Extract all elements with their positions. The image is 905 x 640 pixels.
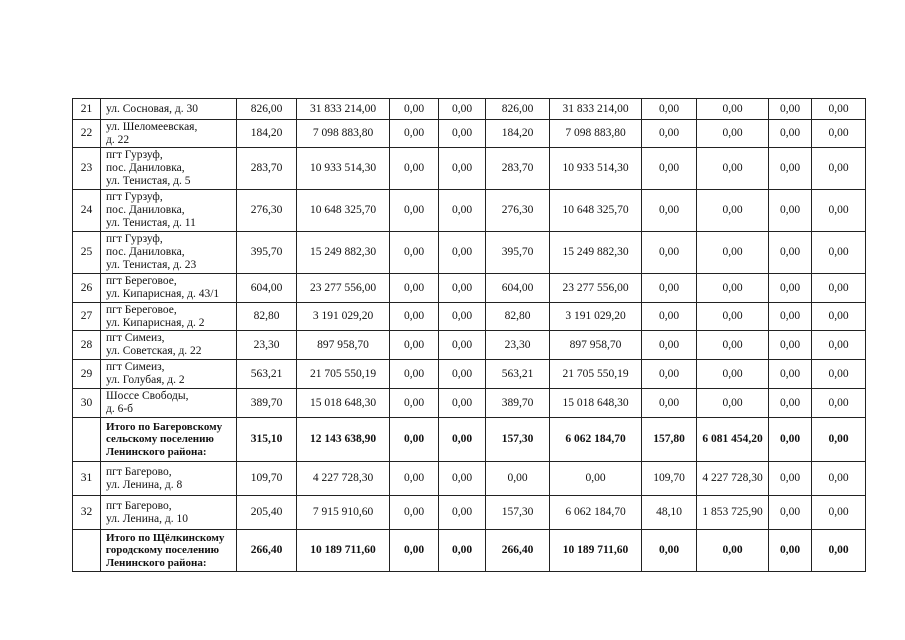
cell-area-total: 266,40 [237, 530, 297, 572]
cell-cost-col-c: 4 227 728,30 [697, 462, 769, 496]
cell-cost-total: 10 933 514,30 [297, 148, 390, 190]
cell-area-col-c: 0,00 [642, 530, 697, 572]
cell-cost-col-a: 0,00 [439, 496, 486, 530]
cell-area-total: 283,70 [237, 148, 297, 190]
cell-cost-col-c: 0,00 [697, 530, 769, 572]
cell-area-col-a: 0,00 [390, 530, 439, 572]
cell-cost-total: 12 143 638,90 [297, 418, 390, 462]
cell-cost-col-b: 6 062 184,70 [550, 496, 642, 530]
cell-area-col-d: 0,00 [769, 462, 812, 496]
cell-cost-total: 31 833 214,00 [297, 99, 390, 120]
cell-cost-col-b: 10 933 514,30 [550, 148, 642, 190]
cell-cost-col-b: 7 098 883,80 [550, 120, 642, 148]
table-row [73, 462, 866, 496]
cell-cost-col-d: 0,00 [812, 462, 866, 496]
cell-cost-col-d: 0,00 [812, 274, 866, 303]
cell-cost-col-d: 0,00 [812, 120, 866, 148]
cell-cost-col-a: 0,00 [439, 232, 486, 274]
cell-area-col-a: 0,00 [390, 99, 439, 120]
cell-row-number [73, 418, 101, 462]
table-row [73, 303, 866, 331]
cell-cost-col-a: 0,00 [439, 418, 486, 462]
cell-area-col-d: 0,00 [769, 331, 812, 360]
cell-cost-col-d: 0,00 [812, 148, 866, 190]
cell-area-total: 205,40 [237, 496, 297, 530]
cell-area-total: 82,80 [237, 303, 297, 331]
cell-address: пгт Гурзуф, пос. Даниловка, ул. Тенистая, д. 5 [101, 148, 237, 190]
cell-cost-col-b: 897 958,70 [550, 331, 642, 360]
table-row [73, 99, 866, 120]
cell-area-total: 395,70 [237, 232, 297, 274]
cell-cost-col-c: 0,00 [697, 232, 769, 274]
cell-row-number: 29 [73, 360, 101, 389]
cell-area-col-d: 0,00 [769, 360, 812, 389]
cell-cost-col-b: 3 191 029,20 [550, 303, 642, 331]
cell-row-number: 25 [73, 232, 101, 274]
cell-address: ул. Сосновая, д. 30 [101, 99, 237, 120]
cell-area-col-b: 604,00 [486, 274, 550, 303]
cell-area-col-c: 0,00 [642, 99, 697, 120]
table-body [73, 99, 866, 572]
table-row [73, 148, 866, 190]
cell-area-col-b: 395,70 [486, 232, 550, 274]
cell-area-col-b: 826,00 [486, 99, 550, 120]
cell-area-col-b: 389,70 [486, 389, 550, 418]
cell-area-col-d: 0,00 [769, 190, 812, 232]
cell-area-col-c: 0,00 [642, 331, 697, 360]
cell-row-number: 31 [73, 462, 101, 496]
cell-area-col-a: 0,00 [390, 418, 439, 462]
cell-area-col-d: 0,00 [769, 530, 812, 572]
cell-row-number: 23 [73, 148, 101, 190]
cell-cost-col-b: 6 062 184,70 [550, 418, 642, 462]
cell-address: пгт Симеиз, ул. Советская, д. 22 [101, 331, 237, 360]
cell-cost-col-d: 0,00 [812, 232, 866, 274]
cell-area-col-c: 48,10 [642, 496, 697, 530]
cell-cost-col-c: 1 853 725,90 [697, 496, 769, 530]
cell-cost-col-c: 0,00 [697, 190, 769, 232]
cell-cost-total: 23 277 556,00 [297, 274, 390, 303]
cell-row-number: 26 [73, 274, 101, 303]
cell-area-col-d: 0,00 [769, 120, 812, 148]
cell-address: ул. Шеломеевская, д. 22 [101, 120, 237, 148]
cell-address: пгт Багерово, ул. Ленина, д. 10 [101, 496, 237, 530]
cell-cost-col-d: 0,00 [812, 389, 866, 418]
cell-area-col-c: 0,00 [642, 303, 697, 331]
cell-area-col-c: 157,80 [642, 418, 697, 462]
cell-area-col-d: 0,00 [769, 232, 812, 274]
cell-cost-total: 7 915 910,60 [297, 496, 390, 530]
cell-cost-col-c: 0,00 [697, 360, 769, 389]
cell-cost-col-d: 0,00 [812, 360, 866, 389]
data-table [72, 98, 866, 572]
subtotal-row [73, 530, 866, 572]
cell-cost-col-d: 0,00 [812, 496, 866, 530]
table-row [73, 389, 866, 418]
cell-area-col-d: 0,00 [769, 418, 812, 462]
cell-cost-total: 15 249 882,30 [297, 232, 390, 274]
table-row [73, 331, 866, 360]
table-row [73, 232, 866, 274]
cell-area-total: 826,00 [237, 99, 297, 120]
cell-area-col-b: 184,20 [486, 120, 550, 148]
cell-cost-col-a: 0,00 [439, 389, 486, 418]
cell-area-total: 184,20 [237, 120, 297, 148]
cell-area-col-c: 0,00 [642, 190, 697, 232]
cell-cost-col-b: 31 833 214,00 [550, 99, 642, 120]
cell-area-col-a: 0,00 [390, 120, 439, 148]
cell-area-col-a: 0,00 [390, 148, 439, 190]
cell-address: пгт Береговое, ул. Кипарисная, д. 2 [101, 303, 237, 331]
cell-cost-col-d: 0,00 [812, 331, 866, 360]
cell-address: пгт Береговое, ул. Кипарисная, д. 43/1 [101, 274, 237, 303]
cell-cost-col-c: 0,00 [697, 389, 769, 418]
cell-cost-col-b: 10 189 711,60 [550, 530, 642, 572]
cell-address: Шоссе Свободы, д. 6-б [101, 389, 237, 418]
cell-area-total: 23,30 [237, 331, 297, 360]
cell-area-col-a: 0,00 [390, 389, 439, 418]
cell-area-col-b: 563,21 [486, 360, 550, 389]
cell-area-total: 315,10 [237, 418, 297, 462]
cell-area-col-a: 0,00 [390, 274, 439, 303]
cell-cost-col-d: 0,00 [812, 99, 866, 120]
table-row [73, 274, 866, 303]
cell-area-col-a: 0,00 [390, 496, 439, 530]
cell-area-col-a: 0,00 [390, 462, 439, 496]
cell-area-col-b: 0,00 [486, 462, 550, 496]
cell-area-col-b: 266,40 [486, 530, 550, 572]
cell-cost-total: 10 189 711,60 [297, 530, 390, 572]
cell-area-col-c: 0,00 [642, 120, 697, 148]
cell-area-col-d: 0,00 [769, 148, 812, 190]
cell-row-number: 28 [73, 331, 101, 360]
table-row [73, 496, 866, 530]
table-row [73, 190, 866, 232]
cell-cost-col-d: 0,00 [812, 190, 866, 232]
cell-area-col-d: 0,00 [769, 303, 812, 331]
cell-cost-col-a: 0,00 [439, 274, 486, 303]
table-row [73, 360, 866, 389]
cell-cost-col-a: 0,00 [439, 331, 486, 360]
table-row [73, 120, 866, 148]
cell-area-col-c: 0,00 [642, 274, 697, 303]
cell-cost-col-c: 0,00 [697, 99, 769, 120]
cell-area-col-b: 157,30 [486, 418, 550, 462]
cell-area-col-b: 157,30 [486, 496, 550, 530]
cell-cost-col-a: 0,00 [439, 120, 486, 148]
cell-area-col-b: 276,30 [486, 190, 550, 232]
cell-cost-col-d: 0,00 [812, 530, 866, 572]
cell-area-col-a: 0,00 [390, 190, 439, 232]
cell-cost-col-c: 0,00 [697, 120, 769, 148]
cell-address: пгт Симеиз, ул. Голубая, д. 2 [101, 360, 237, 389]
cell-cost-col-d: 0,00 [812, 418, 866, 462]
cell-cost-col-a: 0,00 [439, 190, 486, 232]
cell-cost-total: 897 958,70 [297, 331, 390, 360]
cell-address: Итого по Багеровскому сельскому поселению Ленинского района: [101, 418, 237, 462]
cell-area-col-d: 0,00 [769, 99, 812, 120]
cell-address: пгт Гурзуф, пос. Даниловка, ул. Тенистая, д. 23 [101, 232, 237, 274]
cell-cost-total: 10 648 325,70 [297, 190, 390, 232]
cell-row-number: 32 [73, 496, 101, 530]
cell-cost-col-b: 23 277 556,00 [550, 274, 642, 303]
cell-area-total: 389,70 [237, 389, 297, 418]
cell-row-number [73, 530, 101, 572]
cell-cost-col-b: 15 249 882,30 [550, 232, 642, 274]
cell-cost-col-c: 0,00 [697, 331, 769, 360]
cell-row-number: 22 [73, 120, 101, 148]
cell-area-total: 563,21 [237, 360, 297, 389]
cell-area-col-a: 0,00 [390, 331, 439, 360]
cell-cost-col-b: 15 018 648,30 [550, 389, 642, 418]
cell-area-col-b: 82,80 [486, 303, 550, 331]
cell-cost-col-a: 0,00 [439, 530, 486, 572]
cell-address: пгт Гурзуф, пос. Даниловка, ул. Тенистая, д. 11 [101, 190, 237, 232]
cell-row-number: 27 [73, 303, 101, 331]
subtotal-row [73, 418, 866, 462]
cell-cost-col-a: 0,00 [439, 148, 486, 190]
cell-cost-total: 15 018 648,30 [297, 389, 390, 418]
cell-cost-col-a: 0,00 [439, 303, 486, 331]
cell-area-col-d: 0,00 [769, 274, 812, 303]
cell-area-total: 604,00 [237, 274, 297, 303]
cell-cost-col-a: 0,00 [439, 99, 486, 120]
cell-area-col-c: 109,70 [642, 462, 697, 496]
cell-area-col-a: 0,00 [390, 232, 439, 274]
cell-cost-col-d: 0,00 [812, 303, 866, 331]
cell-cost-col-a: 0,00 [439, 462, 486, 496]
cell-cost-col-c: 0,00 [697, 303, 769, 331]
cell-area-total: 276,30 [237, 190, 297, 232]
cell-cost-total: 3 191 029,20 [297, 303, 390, 331]
cell-area-col-a: 0,00 [390, 303, 439, 331]
cell-area-col-c: 0,00 [642, 389, 697, 418]
cell-cost-col-c: 0,00 [697, 148, 769, 190]
cell-cost-total: 4 227 728,30 [297, 462, 390, 496]
cell-row-number: 30 [73, 389, 101, 418]
cell-cost-col-c: 6 081 454,20 [697, 418, 769, 462]
cell-area-col-a: 0,00 [390, 360, 439, 389]
cell-area-col-c: 0,00 [642, 360, 697, 389]
cell-area-col-d: 0,00 [769, 496, 812, 530]
cell-area-col-b: 23,30 [486, 331, 550, 360]
cell-cost-col-a: 0,00 [439, 360, 486, 389]
cell-area-col-c: 0,00 [642, 232, 697, 274]
cell-cost-col-b: 10 648 325,70 [550, 190, 642, 232]
cell-cost-col-b: 0,00 [550, 462, 642, 496]
cell-address: пгт Багерово, ул. Ленина, д. 8 [101, 462, 237, 496]
cell-cost-col-c: 0,00 [697, 274, 769, 303]
cell-cost-total: 7 098 883,80 [297, 120, 390, 148]
cell-row-number: 21 [73, 99, 101, 120]
cell-cost-col-b: 21 705 550,19 [550, 360, 642, 389]
cell-address: Итого по Щёлкинскому городскому поселению Ленинского района: [101, 530, 237, 572]
cell-area-col-b: 283,70 [486, 148, 550, 190]
cell-area-total: 109,70 [237, 462, 297, 496]
cell-area-col-c: 0,00 [642, 148, 697, 190]
cell-area-col-d: 0,00 [769, 389, 812, 418]
cell-cost-total: 21 705 550,19 [297, 360, 390, 389]
cell-row-number: 24 [73, 190, 101, 232]
